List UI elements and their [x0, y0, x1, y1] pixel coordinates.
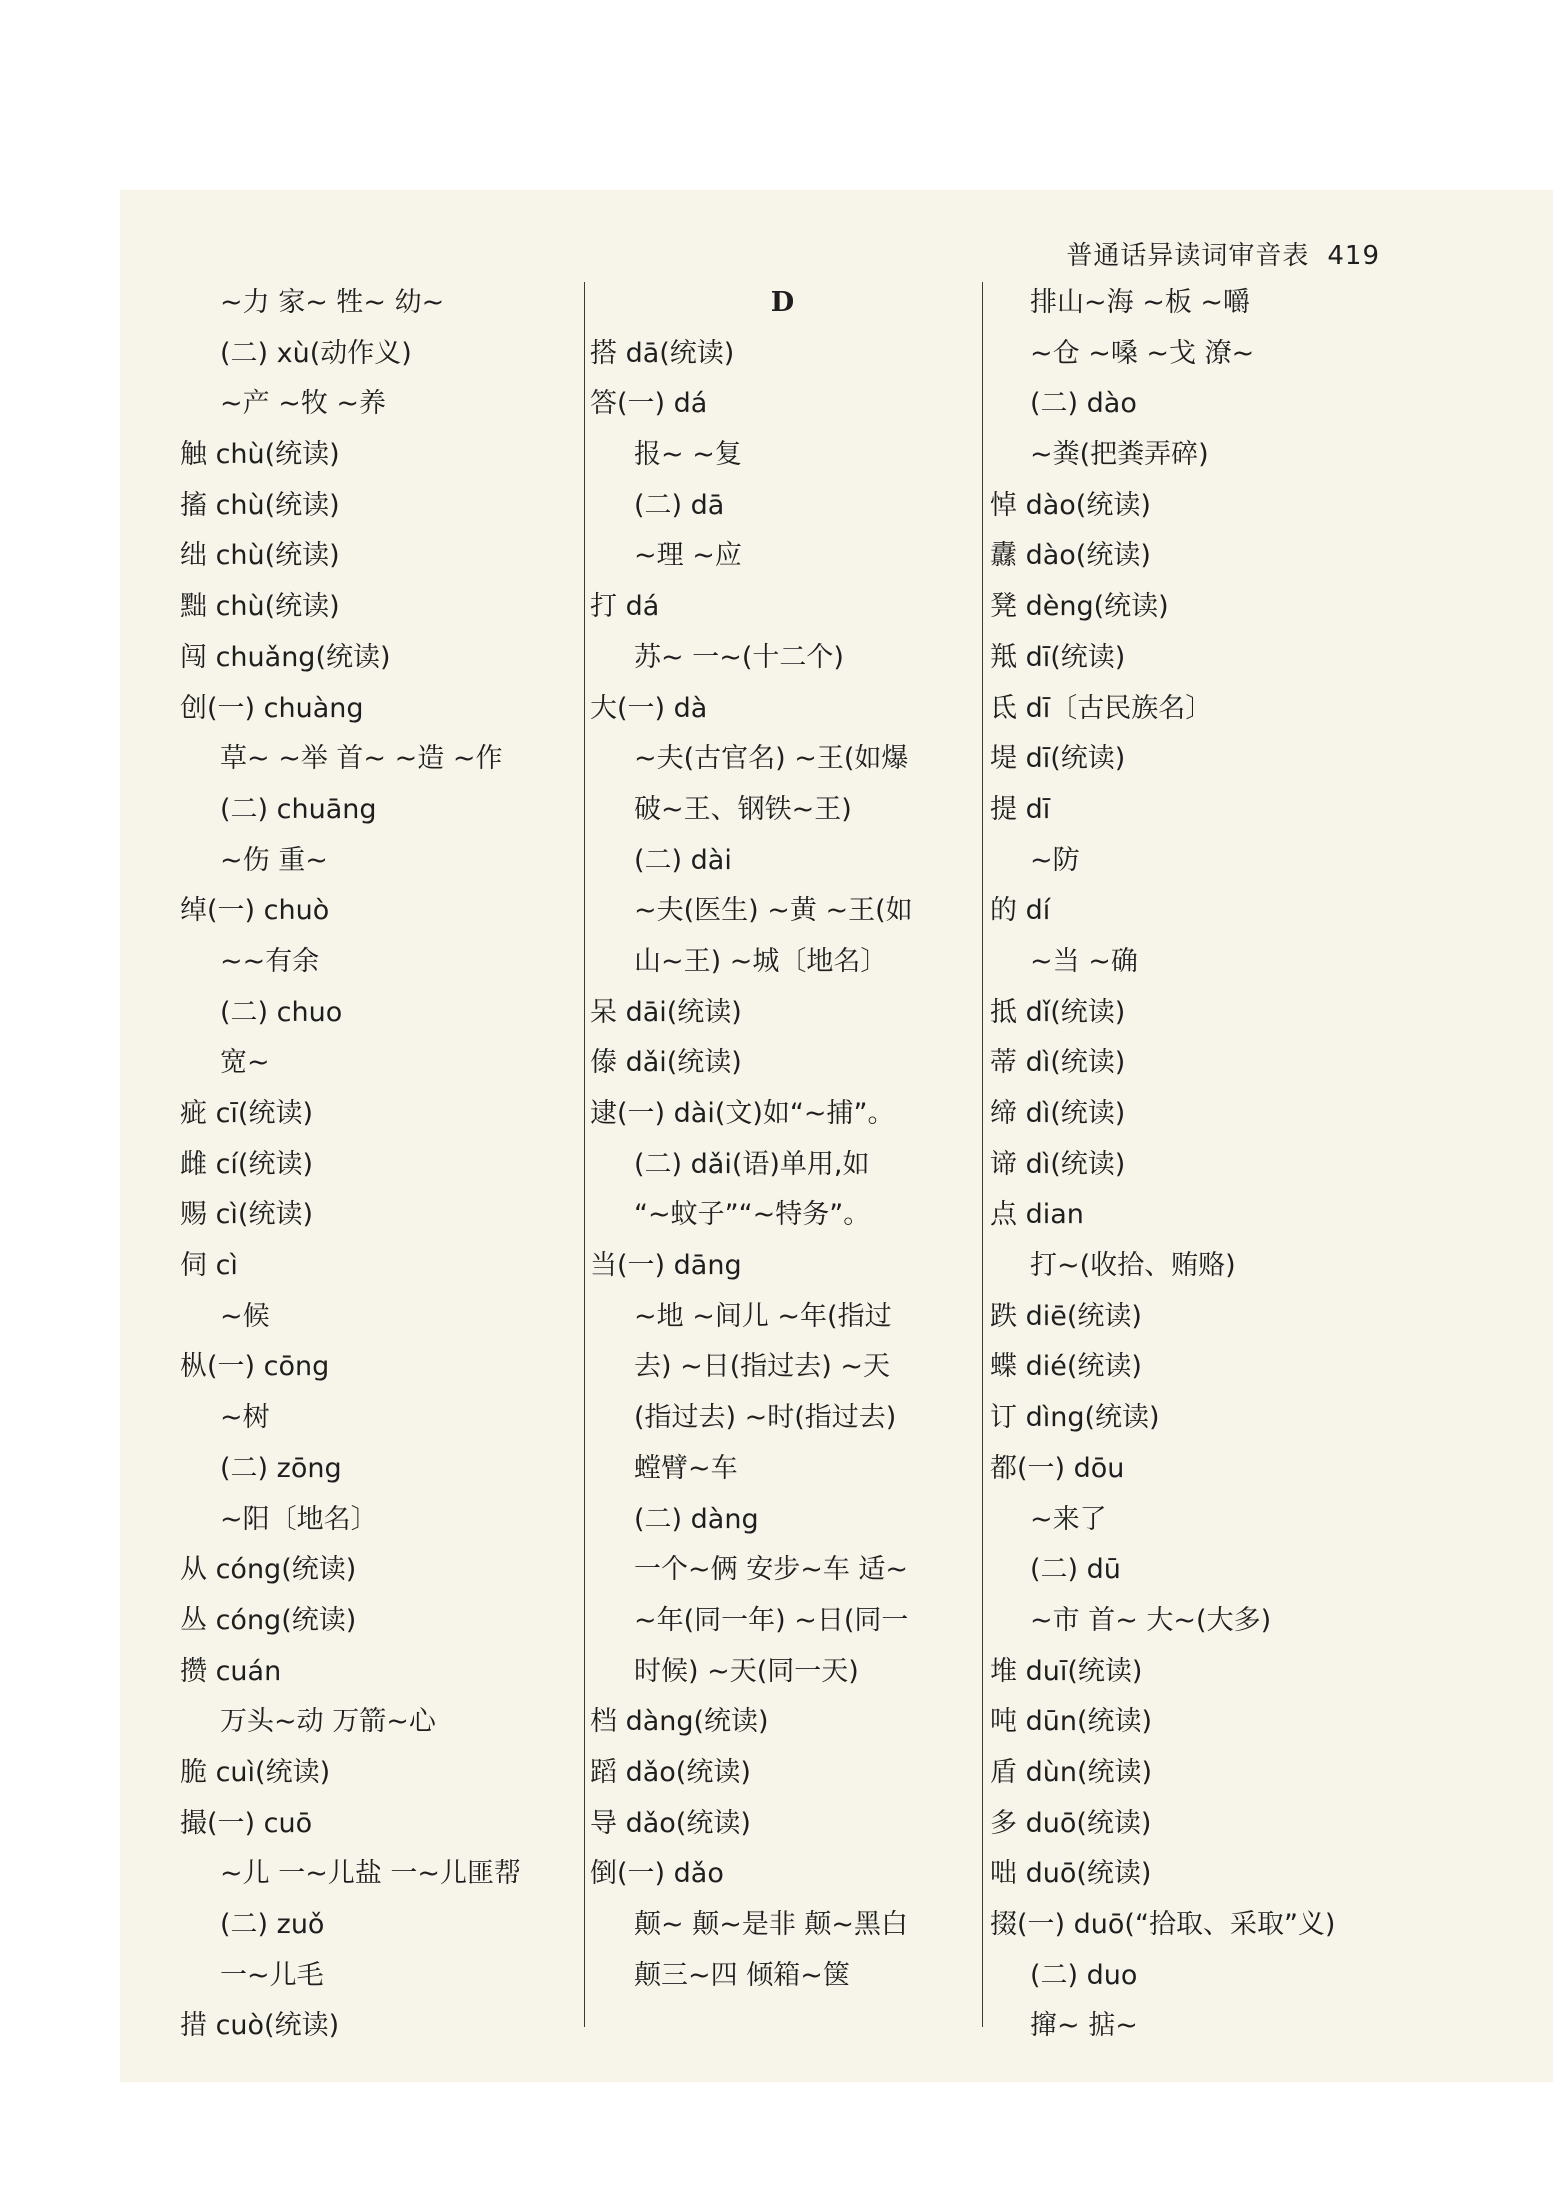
- entry-line: 去) ~日(指过去) ~天: [634, 1351, 891, 1383]
- entry-line: 破~王、钢铁~王): [634, 793, 852, 825]
- entry-line: (二) chuo: [220, 996, 343, 1028]
- entry-line: 蒂 dì(统读): [990, 1047, 1126, 1079]
- entry-line: 一~儿毛: [220, 1959, 324, 1991]
- entry-line: 倒(一) dǎo: [590, 1858, 724, 1890]
- entry-line: 颠三~四 倾箱~箧: [634, 1959, 850, 1991]
- entry-line: 蝶 dié(统读): [990, 1351, 1142, 1383]
- entry-line: (二) dài: [634, 844, 732, 876]
- entry-line: ~防: [1030, 844, 1080, 876]
- entry-line: 万头~动 万箭~心: [220, 1706, 436, 1738]
- entry-line: 措 cuò(统读): [180, 2010, 340, 2042]
- entry-line: 悼 dào(统读): [990, 489, 1151, 521]
- entry-line: 雌 cí(统读): [180, 1148, 313, 1180]
- entry-line: 咄 duō(统读): [990, 1858, 1152, 1890]
- entry-line: 撺~ 掂~: [1030, 2010, 1138, 2042]
- entry-line: (二) dā: [634, 489, 725, 521]
- entry-line: ~市 首~ 大~(大多): [1030, 1604, 1272, 1636]
- entry-line: ~儿 一~儿盐 一~儿匪帮: [220, 1858, 522, 1890]
- entry-line: 凳 dèng(统读): [990, 591, 1169, 623]
- entry-line: 呆 dāi(统读): [590, 996, 742, 1028]
- entry-line: ~阳〔地名〕: [220, 1503, 378, 1535]
- entry-line: 羝 dī(统读): [990, 641, 1126, 673]
- entry-line: 导 dǎo(统读): [590, 1807, 751, 1839]
- entry-line: (二) duo: [1030, 1959, 1138, 1991]
- entry-line: 吨 dūn(统读): [990, 1706, 1153, 1738]
- entry-line: ~夫(医生) ~黄 ~王(如: [634, 895, 913, 927]
- entry-line: 脆 cuì(统读): [180, 1756, 331, 1788]
- page-number: 419: [1327, 241, 1380, 271]
- running-header: [1066, 235, 1380, 272]
- entry-line: ~产 ~牧 ~养: [220, 388, 387, 420]
- entry-line: ~年(同一年) ~日(同一: [634, 1604, 909, 1636]
- entry-line: ~来了: [1030, 1503, 1107, 1535]
- entry-line: (二) dàng: [634, 1503, 759, 1535]
- entry-line: 点 dian: [990, 1199, 1084, 1231]
- column-right: [990, 278, 1385, 2052]
- entry-line: (二) dào: [1030, 388, 1137, 420]
- entry-line: 都(一) dōu: [990, 1452, 1125, 1484]
- entry-line: 当(一) dāng: [590, 1250, 742, 1282]
- entry-line: (二) zuǒ: [220, 1909, 325, 1940]
- entry-line: 枞(一) cōng: [180, 1351, 330, 1383]
- entry-line: 排山~海 ~板 ~嚼: [1030, 287, 1251, 318]
- entry-line: 蹈 dǎo(统读): [590, 1756, 751, 1788]
- entry-line: ~夫(古官名) ~王(如爆: [634, 743, 909, 775]
- entry-line: 苏~ 一~(十二个): [634, 641, 844, 673]
- entry-line: 伺 cì: [180, 1250, 238, 1282]
- entry-line: ~力 家~ 牲~ 幼~: [220, 287, 445, 318]
- entry-line: 的 dí: [990, 895, 1051, 927]
- entry-line: 多 duō(统读): [990, 1807, 1152, 1839]
- entry-line: 掇(一) duō(“拾取、采取”义): [990, 1909, 1336, 1940]
- entry-line: 纛 dào(统读): [990, 540, 1151, 572]
- entry-line: (二) chuāng: [220, 793, 377, 825]
- entry-line: 绌 chù(统读): [180, 540, 340, 572]
- entry-line: 触 chù(统读): [180, 439, 340, 471]
- entry-line: ~理 ~应: [634, 540, 742, 572]
- entry-line: 山~王) ~城〔地名〕: [634, 945, 888, 977]
- entry-line: 丛 cóng(统读): [180, 1604, 357, 1636]
- column-left: [180, 278, 575, 2052]
- entry-line: 宽~: [220, 1047, 270, 1079]
- entry-line: ~~有余: [220, 945, 320, 977]
- section-letter: D: [770, 287, 795, 318]
- entry-line: 答(一) dá: [590, 388, 708, 420]
- entry-line: 报~ ~复: [634, 439, 742, 471]
- entry-line: 谛 dì(统读): [990, 1148, 1126, 1180]
- entry-line: 一个~俩 安步~车 适~: [634, 1554, 909, 1586]
- entry-line: (二) dǎi(语)单用,如: [634, 1148, 870, 1180]
- entry-line: 搐 chù(统读): [180, 489, 340, 521]
- entry-line: 逮(一) dài(文)如“~捕”。: [590, 1098, 895, 1129]
- entry-line: (二) zōng: [220, 1452, 342, 1484]
- entry-line: 跌 diē(统读): [990, 1300, 1142, 1332]
- entry-line: 堤 dī(统读): [990, 743, 1126, 775]
- entry-line: ~仓 ~嗓 ~戈 潦~: [1030, 337, 1255, 369]
- entry-line: “~蚊子”“~特务”。: [634, 1199, 871, 1231]
- column-middle: [590, 278, 975, 2001]
- entry-line: ~树: [220, 1402, 270, 1434]
- entry-line: (二) dū: [1030, 1554, 1121, 1586]
- entry-line: 绰(一) chuò: [180, 895, 330, 927]
- entry-line: 堆 duī(统读): [990, 1655, 1143, 1687]
- column-divider: [982, 282, 983, 2027]
- entry-line: 大(一) dà: [590, 692, 708, 724]
- entry-line: ~粪(把粪弄碎): [1030, 439, 1209, 471]
- entry-line: 缔 dì(统读): [990, 1098, 1126, 1129]
- entry-line: 疵 cī(统读): [180, 1098, 313, 1129]
- entry-line: 草~ ~举 首~ ~造 ~作: [220, 743, 503, 775]
- entry-line: 搭 dā(统读): [590, 337, 735, 369]
- entry-line: 氐 dī〔古民族名〕: [990, 692, 1213, 724]
- entry-line: 打~(收拾、贿赂): [1030, 1250, 1236, 1282]
- entry-line: 时候) ~天(同一天): [634, 1655, 859, 1687]
- entry-line: 打 dá: [590, 591, 660, 623]
- entry-line: 创(一) chuàng: [180, 692, 364, 724]
- entry-line: (二) xù(动作义): [220, 337, 412, 369]
- entry-line: 撮(一) cuō: [180, 1807, 313, 1839]
- entry-line: ~候: [220, 1300, 270, 1332]
- entry-line: 螳臂~车: [634, 1452, 738, 1484]
- entry-line: 盾 dùn(统读): [990, 1756, 1153, 1788]
- entry-line: (指过去) ~时(指过去): [634, 1402, 897, 1434]
- header-title: 普通话异读词审音表: [1066, 241, 1310, 271]
- entry-line: 从 cóng(统读): [180, 1554, 357, 1586]
- entry-line: 黜 chù(统读): [180, 591, 340, 623]
- entry-line: 傣 dǎi(统读): [590, 1047, 742, 1079]
- column-divider: [584, 282, 585, 2027]
- entry-line: ~当 ~确: [1030, 945, 1138, 977]
- entry-line: 赐 cì(统读): [180, 1199, 313, 1231]
- entry-line: 订 dìng(统读): [990, 1402, 1160, 1434]
- entry-line: 抵 dǐ(统读): [990, 996, 1126, 1028]
- entry-line: 档 dàng(统读): [590, 1706, 769, 1738]
- entry-line: 攒 cuán: [180, 1655, 282, 1687]
- entry-line: ~地 ~间儿 ~年(指过: [634, 1300, 892, 1332]
- entry-line: 提 dī: [990, 793, 1051, 825]
- entry-line: 颠~ 颠~是非 颠~黑白: [634, 1909, 909, 1940]
- entry-line: 闯 chuǎng(统读): [180, 641, 391, 673]
- entry-line: ~伤 重~: [220, 844, 328, 876]
